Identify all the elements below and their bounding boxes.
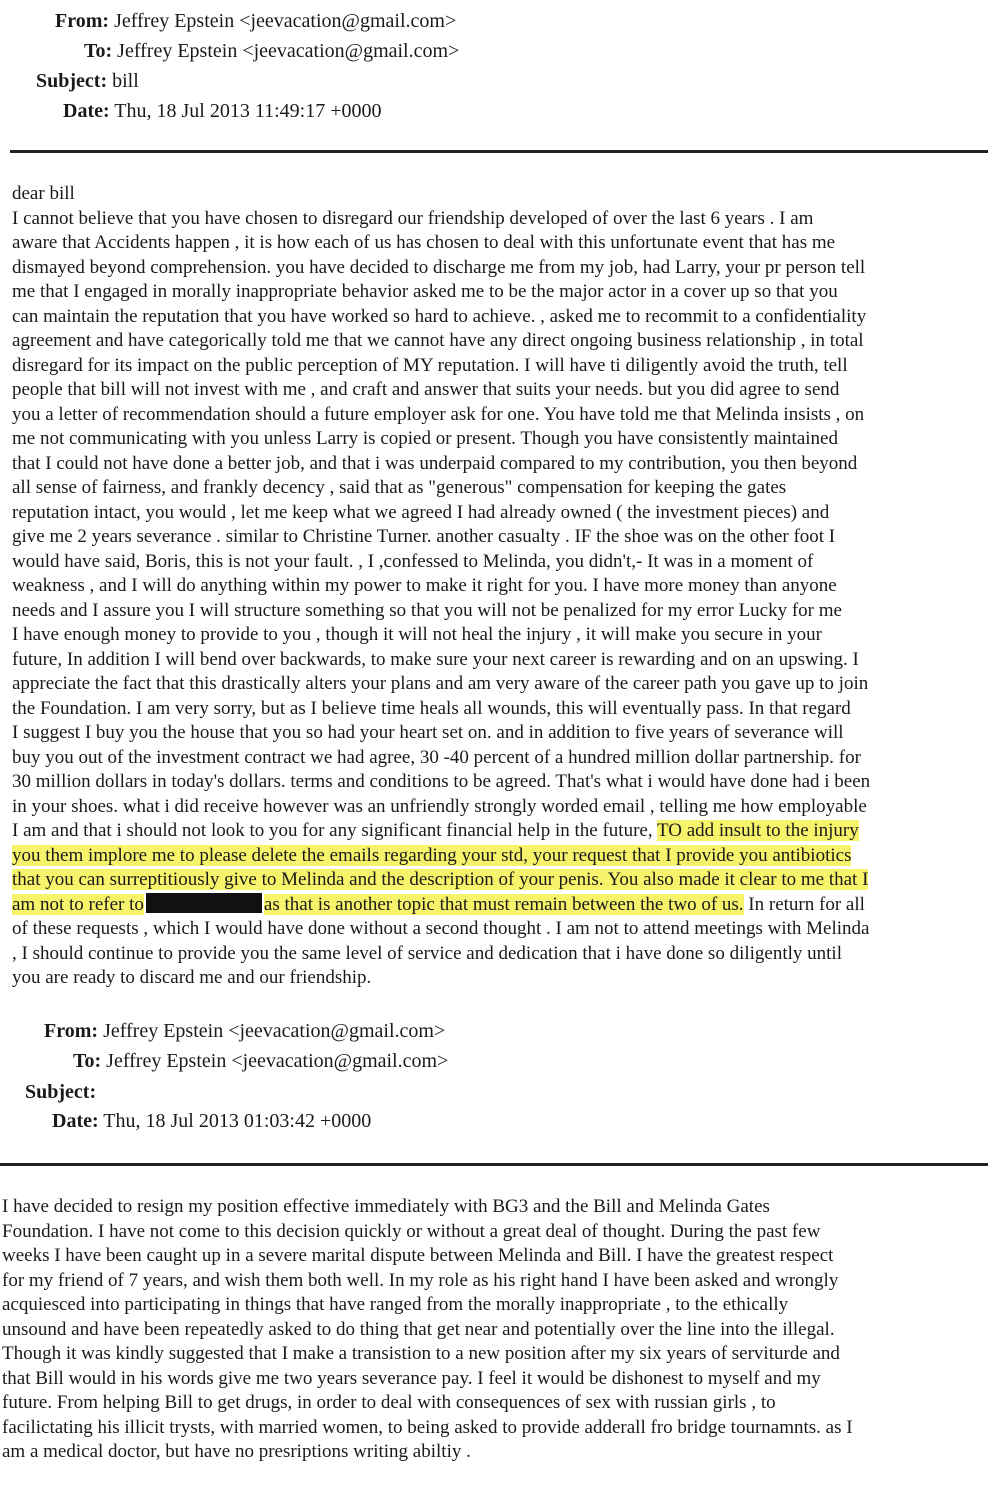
body-line: future, In addition I will bend over backwards, to make sure your next career is rewarding and on an upswing. I xyxy=(12,648,859,670)
body-line: can maintain the reputation that you have worked so hard to achieve. , asked me to recommit to a confidentiality xyxy=(12,305,867,327)
body-line: I cannot believe that you have chosen to disregard our friendship developed of over the last 6 years . I am xyxy=(12,207,814,229)
body-line: appreciate the fact that this drastically alters your plans and am very aware of the career path you gave up to join xyxy=(12,673,869,694)
body-line: you are ready to discard me and our friendship. xyxy=(12,967,372,988)
body-line: that I could not have done a better job, and that i was underpaid compared to my contribution, you then beyond xyxy=(12,452,858,474)
subject-value: bill xyxy=(112,70,139,92)
highlighted-text: TO add insult to the injury xyxy=(656,820,859,841)
body-line: you a letter of recommendation should a future employer ask for one. You have told me that Melinda insists , on xyxy=(12,403,865,425)
body-line: am a medical doctor, but have no presriptions writing abiltiy . xyxy=(2,1441,471,1462)
body-line: all sense of fairness, and frankly decency , said that as "generous" compensation for keeping the gates xyxy=(12,477,787,498)
body-line: I have enough money to provide to you , though it will not heal the injury , it will make you secure in your xyxy=(12,624,822,645)
body-line: weeks I have been caught up in a severe marital dispute between Melinda and Bill. I have the greatest respect xyxy=(2,1245,834,1266)
email1-subject-row xyxy=(36,66,139,96)
body-line: would have said, Boris, this is not your fault. , I ,confessed to Melinda, you didn't,- It was in a moment of xyxy=(12,550,814,572)
highlighted-text: you them implore me to please delete the emails regarding your std, your request that I provide you antibiotics xyxy=(12,844,852,866)
plain-text: I am and that i should not look to you for any significant financial help in the future, xyxy=(12,820,657,841)
body-line: disregard for its impact on the public perception of MY reputation. I will have ti diligently avoid the truth, tell xyxy=(12,354,848,376)
body-line: facilictating his illicit trysts, with married women, to being asked to provide adderall fro bridge tournamnts. as I xyxy=(2,1416,853,1438)
body-line: me not communicating with you unless Larry is copied or present. Though you have consistently maintained xyxy=(12,428,838,449)
body-line: future. From helping Bill to get drugs, in order to deal with consequences of sex with russian girls , to xyxy=(2,1392,776,1413)
date-value: Thu, 18 Jul 2013 01:03:42 +0000 xyxy=(103,1110,372,1132)
date-value: Thu, 18 Jul 2013 11:49:17 +0000 xyxy=(114,100,382,122)
body-line: Foundation. I have not come to this decision quickly or without a great deal of thought. During the past few xyxy=(2,1220,821,1242)
header-divider xyxy=(10,150,988,153)
plain-text: In return for all xyxy=(743,893,865,915)
header-divider xyxy=(0,1163,988,1166)
to-value: Jeffrey Epstein <jeevacation@gmail.com> xyxy=(117,40,460,62)
body-line: of these requests , which I would have done without a second thought . I am not to attend meetings with Melinda xyxy=(12,918,870,939)
body-line: that Bill would in his words give me two years severance pay. I feel it would be dishonest to myself and my xyxy=(2,1367,821,1389)
body-line: buy you out of the investment contract we had agree, 30 -40 percent of a hundred million dollar partnership. for xyxy=(12,746,861,768)
body-line: in your shoes. what i did receive however was an unfriendly strongly worded email , telling me how employable xyxy=(12,795,867,817)
email2-body xyxy=(2,1195,853,1465)
from-value: Jeffrey Epstein <jeevacation@gmail.com> xyxy=(103,1020,446,1042)
body-line: needs and I assure you I will structure something so that you will not be penalized for my error Lucky for me xyxy=(12,599,842,621)
body-line-highlighted xyxy=(12,819,870,844)
email2-subject-row xyxy=(25,1077,96,1107)
body-line: aware that Accidents happen , it is how each of us has chosen to deal with this unfortunate event that has me xyxy=(12,232,836,253)
redaction-box xyxy=(146,893,262,913)
body-line: 30 million dollars in today's dollars. terms and conditions to be agreed. That's what i would have done had i been xyxy=(12,771,871,792)
body-line: agreement and have categorically told me that we cannot have any direct ongoing business relationship , in total xyxy=(12,330,864,351)
email1-body xyxy=(12,182,870,991)
subject-label: Subject: xyxy=(36,70,108,92)
body-line: I have decided to resign my position effective immediately with BG3 and the Bill and Melinda Gates xyxy=(2,1196,770,1217)
body-line: I suggest I buy you the house that you so had your heart set on. and in addition to five years of severance will xyxy=(12,722,844,743)
body-line: dismayed beyond comprehension. you have decided to discharge me from my job, had Larry, your pr person tell xyxy=(12,256,866,278)
email2-from-row xyxy=(44,1016,445,1046)
date-label: Date: xyxy=(52,1110,99,1132)
highlighted-text: as that is another topic that must remain between the two of us. xyxy=(263,893,744,915)
body-line-highlighted xyxy=(12,893,870,918)
email2-date-row xyxy=(52,1106,371,1136)
body-line: weakness , and I will do anything within my power to make it right for you. I have more money than anyone xyxy=(12,575,837,596)
from-value: Jeffrey Epstein <jeevacation@gmail.com> xyxy=(114,10,457,32)
body-line: reputation intact, you would , let me keep what we agreed I had already owned ( the investment pieces) and xyxy=(12,501,830,523)
from-label: From: xyxy=(55,10,110,32)
highlighted-text: that you can surreptitiously give to Melinda and the description of your penis. You also made it clear to me that I xyxy=(12,869,869,890)
body-line: the Foundation. I am very sorry, but as I believe time heals all wounds, this will eventually pass. In that regard xyxy=(12,697,851,719)
to-label: To: xyxy=(73,1050,102,1072)
to-label: To: xyxy=(84,40,113,62)
email1-from-row xyxy=(55,6,456,36)
highlighted-text: am not to refer to xyxy=(12,893,144,915)
body-line-highlighted xyxy=(12,868,870,893)
subject-label: Subject: xyxy=(25,1081,97,1103)
to-value: Jeffrey Epstein <jeevacation@gmail.com> xyxy=(106,1050,449,1072)
body-line: acquiesced into participating in things that have ranged from the morally inappropriate , to the ethically xyxy=(2,1294,789,1315)
body-line: Though it was kindly suggested that I make a transistion to a new position after my six years of serviturde and xyxy=(2,1343,840,1364)
email1-date-row xyxy=(63,96,382,126)
body-line: people that bill will not invest with me , and craft and answer that suits your needs. but you did agree to send xyxy=(12,379,840,400)
body-line: me that I engaged in morally inappropriate behavior asked me to be the major actor in a cover up so that you xyxy=(12,281,838,302)
body-line: give me 2 years severance . similar to Christine Turner. another casualty . IF the shoe was on the other foot I xyxy=(12,526,836,547)
body-line: , I should continue to provide you the same level of service and dedication that i have done so diligently until xyxy=(12,942,842,964)
body-line-highlighted xyxy=(12,844,870,869)
body-line: unsound and have been repeatedly asked to do thing that get near and potentially over the line into the illegal. xyxy=(2,1318,835,1340)
email1-to-row xyxy=(84,36,459,66)
email2-to-row xyxy=(73,1046,448,1076)
from-label: From: xyxy=(44,1020,99,1042)
body-line: dear bill xyxy=(12,183,75,204)
date-label: Date: xyxy=(63,100,110,122)
body-line: for my friend of 7 years, and wish them both well. In my role as his right hand I have been asked and wrongly xyxy=(2,1269,839,1291)
